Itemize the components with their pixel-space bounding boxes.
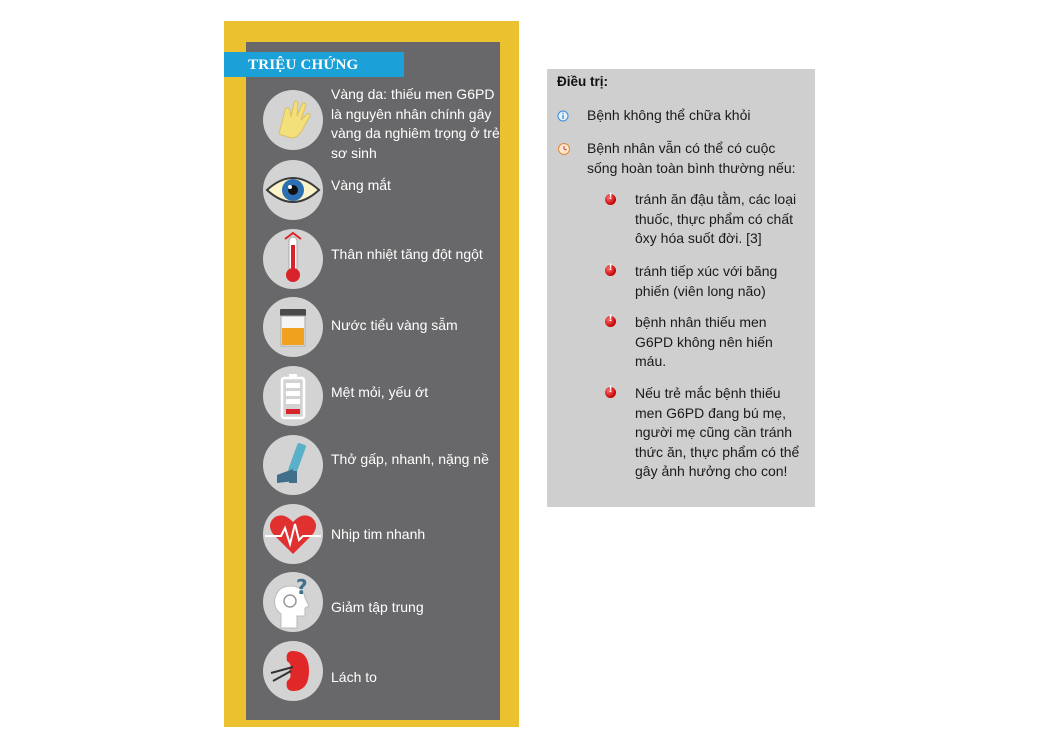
inhaler-icon xyxy=(263,435,323,495)
treatment-condition: Nếu trẻ mắc bệnh thiếu men G6PD đang bú mẹ, người mẹ cũng cần tránh thức ăn, thực phẩm có thể gây ảnh hưởng cho con! xyxy=(635,385,800,479)
symptom-label: Mệt mỏi, yếu ớt xyxy=(331,384,429,400)
glove-icon xyxy=(263,90,323,150)
symptom-label: Nước tiểu vàng sẫm xyxy=(331,317,458,333)
alert-bullet-icon xyxy=(605,316,616,327)
spleen-icon xyxy=(263,641,323,701)
clock-icon xyxy=(557,142,571,156)
treatment-intro-line: Bệnh không thể chữa khỏi xyxy=(587,107,751,123)
symptom-label: Giảm tập trung xyxy=(331,599,424,615)
low-battery-icon xyxy=(263,366,323,426)
symptom-label: Thân nhiệt tăng đột ngột xyxy=(331,246,483,262)
alert-bullet-icon xyxy=(605,194,616,205)
treatment-condition: bệnh nhân thiếu men G6PD không nên hiến máu. xyxy=(635,314,773,369)
symptoms-title: TRIỆU CHỨNG xyxy=(224,52,404,77)
info-icon xyxy=(557,110,569,122)
treatment-condition: tránh ăn đậu tằm, các loại thuốc, thực phẩm có chất ôxy hóa suốt đời. [3] xyxy=(635,191,797,246)
urine-cup-icon xyxy=(263,297,323,357)
head-question-icon xyxy=(263,572,323,632)
treatment-intro-line: Bệnh nhân vẫn có thể có cuộc sống hoàn toàn bình thường nếu: xyxy=(587,140,796,176)
thermometer-icon xyxy=(263,229,323,289)
treatment-condition: tránh tiếp xúc với băng phiến (viên long não) xyxy=(635,263,778,299)
alert-bullet-icon xyxy=(605,265,616,276)
svg-text:?: ? xyxy=(296,575,308,599)
symptom-label: Vàng mắt xyxy=(331,177,391,193)
symptom-label: Nhịp tim nhanh xyxy=(331,526,426,542)
symptom-label: Thở gấp, nhanh, nặng nề xyxy=(331,451,489,467)
symptom-label: Lách to xyxy=(331,669,377,685)
treatment-title: Điều trị: xyxy=(557,74,609,89)
symptom-label: Vàng da: thiếu men G6PD là nguyên nhân chính gây vàng da nghiêm trọng ở trẻ sơ sinh xyxy=(331,86,500,161)
alert-bullet-icon xyxy=(605,387,616,398)
heartbeat-icon xyxy=(263,504,323,564)
eye-icon xyxy=(263,160,323,220)
